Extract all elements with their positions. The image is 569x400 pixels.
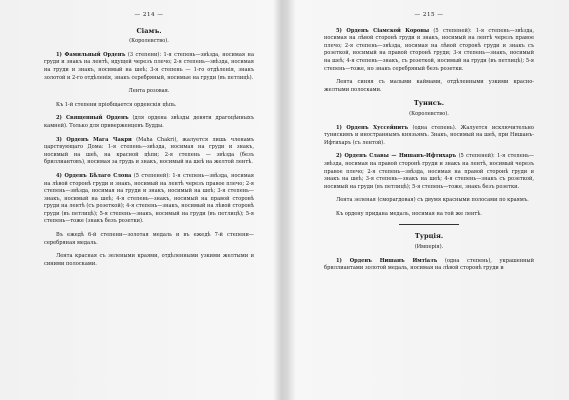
- paragraph: [324, 125, 534, 148]
- paragraph: [324, 258, 534, 273]
- paragraph-text: Къ ордену придана медаль, носимая на той же лентѣ.: [336, 210, 482, 217]
- right-page: [324, 12, 534, 394]
- paragraph-text: Лента красная съ зелеными краями, отдѣленными узкими желтыми и синими полосками.: [44, 253, 254, 267]
- paragraph: [44, 102, 254, 110]
- paragraph: [44, 115, 254, 130]
- paragraph-text: (5 степеней): 1-я степень—звѣзда, носимая на правой сторонѣ груди и знакъ на лентѣ, носимый черезъ правое плечо; 2-я степень—звѣзда, носимая на правой сторонѣ груди и знакъ на шеѣ; 3-я степень—знакъ на шеѣ; 4-я степень—знакъ съ розеткой, носимый на груди (въ петлицѣ); 5-я степень—тоже, знакъ безъ розетки.: [324, 153, 534, 190]
- paragraph-lead: 1) Фамильный Орденъ: [56, 51, 126, 58]
- paragraph: [44, 173, 254, 226]
- paragraph-lead: 2) Орденъ Славы — Нишанъ-Ифтихаръ: [336, 153, 457, 160]
- left-page: [44, 12, 254, 394]
- paragraph-text: Лента розовая.: [128, 88, 170, 95]
- paragraph-text: Лента синяя съ малыми каймами, отдѣленными узкими красно-желтыми полосками.: [324, 79, 534, 93]
- paragraph-text: (для ордена звѣзды девяти драгоцѣнныхъ камней). Только для приверженцевъ Будды.: [44, 115, 254, 129]
- paragraph: [324, 211, 534, 219]
- section-subtitle: (Королевство).: [409, 110, 449, 117]
- paragraph-lead: 4) Орденъ Бѣлаго Слона: [56, 172, 132, 179]
- paragraph: [44, 52, 254, 82]
- paragraph-text: Лента зеленая (сморагдовая) съ двумя красными полосами по краямъ.: [336, 197, 529, 204]
- paragraph-text: (3 степени): 1-я степень—звѣзда, носимая на груди и знакъ на лентѣ, идущей черезъ плечо; 2-я степень—звѣзда, носимая на груди и знакъ, носимый на шеѣ; 3-я степень — 1-го отдѣленія, знакъ золотой и 2-го отдѣленія, знакъ серебряный, носимые на груди (въ петлицѣ).: [44, 51, 254, 81]
- paragraph-lead: 5) Орденъ Сіамской Короны: [336, 27, 430, 34]
- section-divider: [399, 224, 459, 225]
- paragraph: [44, 88, 254, 96]
- section-subtitle: (Королевство).: [129, 38, 169, 45]
- section-title: Тунисъ.: [413, 99, 445, 108]
- paragraph: [44, 253, 254, 268]
- page-number: — 214 —: [134, 12, 164, 18]
- section-title: Турція.: [414, 232, 444, 241]
- paragraph-text: Къ 1-й степени пріобщается орденскія цѣпь.: [56, 101, 177, 108]
- paragraph: [324, 197, 534, 205]
- paragraph: [44, 232, 254, 247]
- section-subtitle: (Имперія).: [414, 244, 444, 251]
- section-title: Сіамъ.: [136, 26, 162, 35]
- page-number: — 215 —: [414, 12, 444, 18]
- paragraph: [324, 79, 534, 94]
- paragraph-text: (одна степень). Жалуется исключительно тунискимъ и иностраннымъ князьямъ. Знакъ, носимый на шеѣ, при Нишанъ-Ифтихаръ (съ лентой).: [324, 124, 534, 146]
- paragraph-text: Въ ежедѣ 6-й степени—золотая медаль и въ ежедѣ 7-й степени—серебряная медаль.: [44, 232, 254, 246]
- paragraph-lead: 1) Орденъ Хуссейнитъ: [336, 124, 409, 131]
- paragraph-text: (одна степень), украшенный бриллиантами золотой медаль, носимая на лѣвой сторонѣ груди и: [324, 257, 534, 272]
- paragraph: [324, 153, 534, 191]
- paragraph-lead: 1) Орденъ Нишанъ Имтіазъ: [336, 257, 438, 264]
- paragraph-lead: 3) Орденъ Мага Чакри: [56, 136, 132, 143]
- paragraph-text: (5 степеней): 1-я степень—звѣзда, носимая на лѣвой сторонѣ груди и знакъ, носимый на лентѣ черезъ правое плечо; 2-я степень—звѣзда, носимая на груди и знакъ, носимый на шеѣ; 3-я степень—знакъ, носимый на шеѣ; 4-я степень—знакъ, носимый на правой сторонѣ груди на лентѣ (съ розеткой); 4-я степень—знакъ, носимый на лѣвой сторонѣ груди (въ петлицѣ); 5-я степень—знакъ, носимый на груди (въ петлицѣ); 5-я степень—тоже (знакъ безъ розетки).: [44, 172, 254, 225]
- paragraph: [324, 28, 534, 74]
- paragraph-text: (Maha Chakri), жалуется лишь членамъ царствующаго Дома: 1-я степень—звѣзда, носимая на груди и знакъ, носимый на шеѣ, на красной цѣпи; 2-я степень — звѣзда (безъ бриллиантовъ), носимая за грудь и знакъ, носимый на шеѣ на желтой лентѣ.: [44, 136, 254, 166]
- paragraph: [44, 137, 254, 167]
- paragraph-lead: 2) Священный Орденъ: [56, 115, 129, 122]
- paragraph-text: (5 степеней): 1-я степень—звѣзда, носимая на лѣвой сторонѣ груди и знакъ, носимый на лентѣ черезъ правое плечо; 2-я степень—звѣзда, носимая на лѣвой сторонѣ груди и знакъ съ розеткой, носимый на правой сторонѣ груди; 3-я степень—знакъ, носимый на шеѣ; 4-я степень—знакъ, съ розеткой, носимый на груди (въ петлицѣ); 5-я степень—тоже, но знакъ серебряный безъ розетки.: [324, 27, 534, 72]
